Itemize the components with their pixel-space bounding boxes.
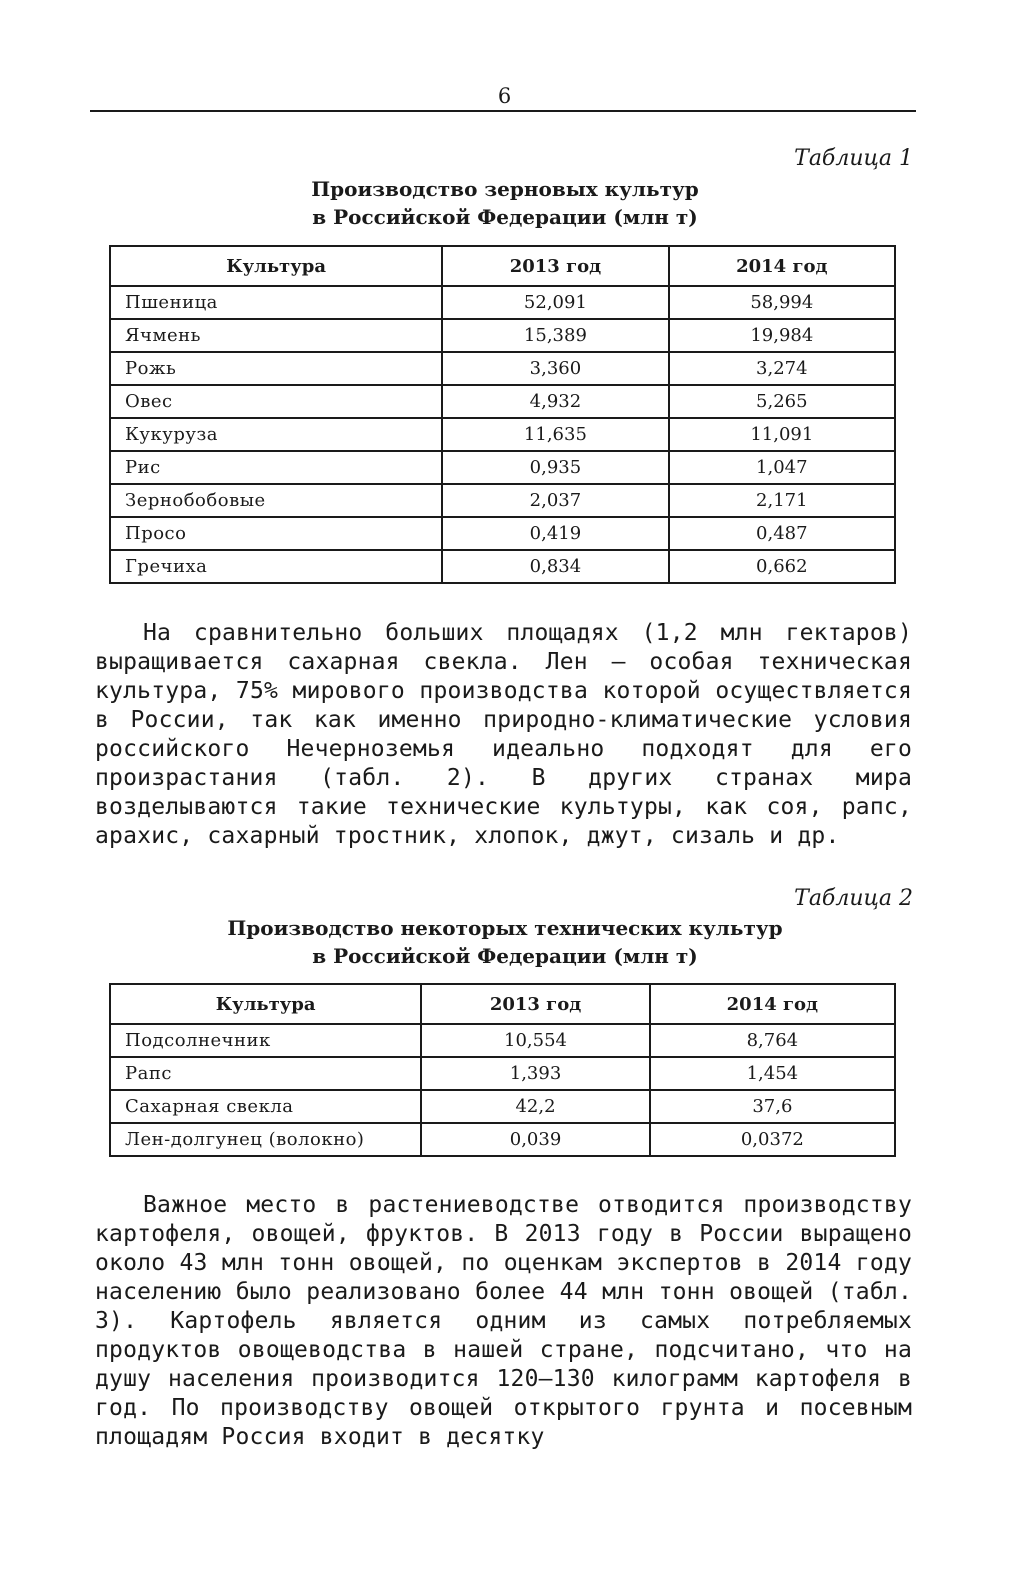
- value-2013-cell: 10,554: [421, 1024, 649, 1057]
- table2-header-row: [110, 984, 895, 1024]
- value-2014-cell: 58,994: [669, 286, 895, 319]
- crop-name-cell: Зернобобовые: [110, 484, 442, 517]
- table-row: [110, 319, 895, 352]
- table2-header-2013: 2013 год: [421, 984, 649, 1024]
- value-2013-cell: 2,037: [442, 484, 668, 517]
- value-2013-cell: 15,389: [442, 319, 668, 352]
- crop-name-cell: Сахарная свекла: [110, 1090, 421, 1123]
- table1-header-crop: Культура: [110, 246, 442, 286]
- value-2014-cell: 1,454: [650, 1057, 895, 1090]
- crop-name-cell: Подсолнечник: [110, 1024, 421, 1057]
- value-2014-cell: 37,6: [650, 1090, 895, 1123]
- value-2014-cell: 11,091: [669, 418, 895, 451]
- crop-name-cell: Рапс: [110, 1057, 421, 1090]
- table1-title-line2: в Российской Федерации (млн т): [312, 205, 698, 229]
- table-row: [110, 1024, 895, 1057]
- crop-name-cell: Гречиха: [110, 550, 442, 583]
- crop-name-cell: Лен-долгунец (волокно): [110, 1123, 421, 1156]
- value-2014-cell: 1,047: [669, 451, 895, 484]
- table-row: [110, 385, 895, 418]
- table2-title-line1: Производство некоторых технических культур: [227, 916, 783, 940]
- value-2014-cell: 0,662: [669, 550, 895, 583]
- crop-name-cell: Кукуруза: [110, 418, 442, 451]
- table-row: [110, 484, 895, 517]
- paragraph-1: На сравнительно больших площадях (1,2 млн гектаров) выращивается сахарная свекла. Лен — особая техническая культура, 75% мирового производства которой осуществляется в России, так как именно природно-климатические условия российского Нечерноземья идеально подходят для его произрастания (табл. 2). В других странах мира возделываются такие технические культуры, как соя, рапс, арахис, сахарный тростник, хлопок, джут, сизаль и др.: [95, 620, 912, 849]
- table-row: [110, 286, 895, 319]
- table1-label: Таблица 1: [794, 146, 913, 171]
- table1-title: [95, 175, 915, 231]
- crop-name-cell: Пшеница: [110, 286, 442, 319]
- crop-name-cell: Овес: [110, 385, 442, 418]
- table1: [109, 245, 896, 584]
- value-2014-cell: 2,171: [669, 484, 895, 517]
- value-2013-cell: 0,039: [421, 1123, 649, 1156]
- value-2013-cell: 1,393: [421, 1057, 649, 1090]
- value-2013-cell: 4,932: [442, 385, 668, 418]
- table1-header-row: [110, 246, 895, 286]
- table2: [109, 983, 896, 1157]
- value-2014-cell: 0,0372: [650, 1123, 895, 1156]
- crop-name-cell: Рожь: [110, 352, 442, 385]
- table-row: [110, 550, 895, 583]
- header-rule: [90, 110, 916, 112]
- value-2014-cell: 3,274: [669, 352, 895, 385]
- value-2013-cell: 52,091: [442, 286, 668, 319]
- table1-header-2013: 2013 год: [442, 246, 668, 286]
- table1-header-2014: 2014 год: [669, 246, 895, 286]
- table2-header-crop: Культура: [110, 984, 421, 1024]
- table2-header-2014: 2014 год: [650, 984, 895, 1024]
- value-2013-cell: 42,2: [421, 1090, 649, 1123]
- value-2014-cell: 5,265: [669, 385, 895, 418]
- paragraph-2: Важное место в растениеводстве отводится производству картофеля, овощей, фруктов. В 2013 году в России выращено около 43 млн тонн овощей, по оценкам экспертов в 2014 году населению было реализовано более 44 млн тонн овощей (табл. 3). Картофель является одним из самых потребляемых продуктов овощеводства в нашей стране, подсчитано, что на душу населения производится 120–130 килограмм картофеля в год. По производству овощей открытого грунта и посевным площадям Россия входит в десятку: [95, 1192, 912, 1450]
- crop-name-cell: Рис: [110, 451, 442, 484]
- table2-title-line2: в Российской Федерации (млн т): [312, 944, 698, 968]
- value-2013-cell: 0,834: [442, 550, 668, 583]
- table-row: [110, 352, 895, 385]
- table-row: [110, 1057, 895, 1090]
- table-row: [110, 451, 895, 484]
- table1-title-line1: Производство зерновых культур: [311, 177, 699, 201]
- table-row: [110, 418, 895, 451]
- value-2013-cell: 3,360: [442, 352, 668, 385]
- page-number: 6: [497, 84, 512, 108]
- table2-label: Таблица 2: [794, 886, 913, 911]
- value-2013-cell: 11,635: [442, 418, 668, 451]
- value-2014-cell: 8,764: [650, 1024, 895, 1057]
- value-2013-cell: 0,419: [442, 517, 668, 550]
- table-row: [110, 517, 895, 550]
- crop-name-cell: Просо: [110, 517, 442, 550]
- value-2013-cell: 0,935: [442, 451, 668, 484]
- table-row: [110, 1123, 895, 1156]
- table2-title: [95, 914, 915, 970]
- value-2014-cell: 19,984: [669, 319, 895, 352]
- table-row: [110, 1090, 895, 1123]
- value-2014-cell: 0,487: [669, 517, 895, 550]
- crop-name-cell: Ячмень: [110, 319, 442, 352]
